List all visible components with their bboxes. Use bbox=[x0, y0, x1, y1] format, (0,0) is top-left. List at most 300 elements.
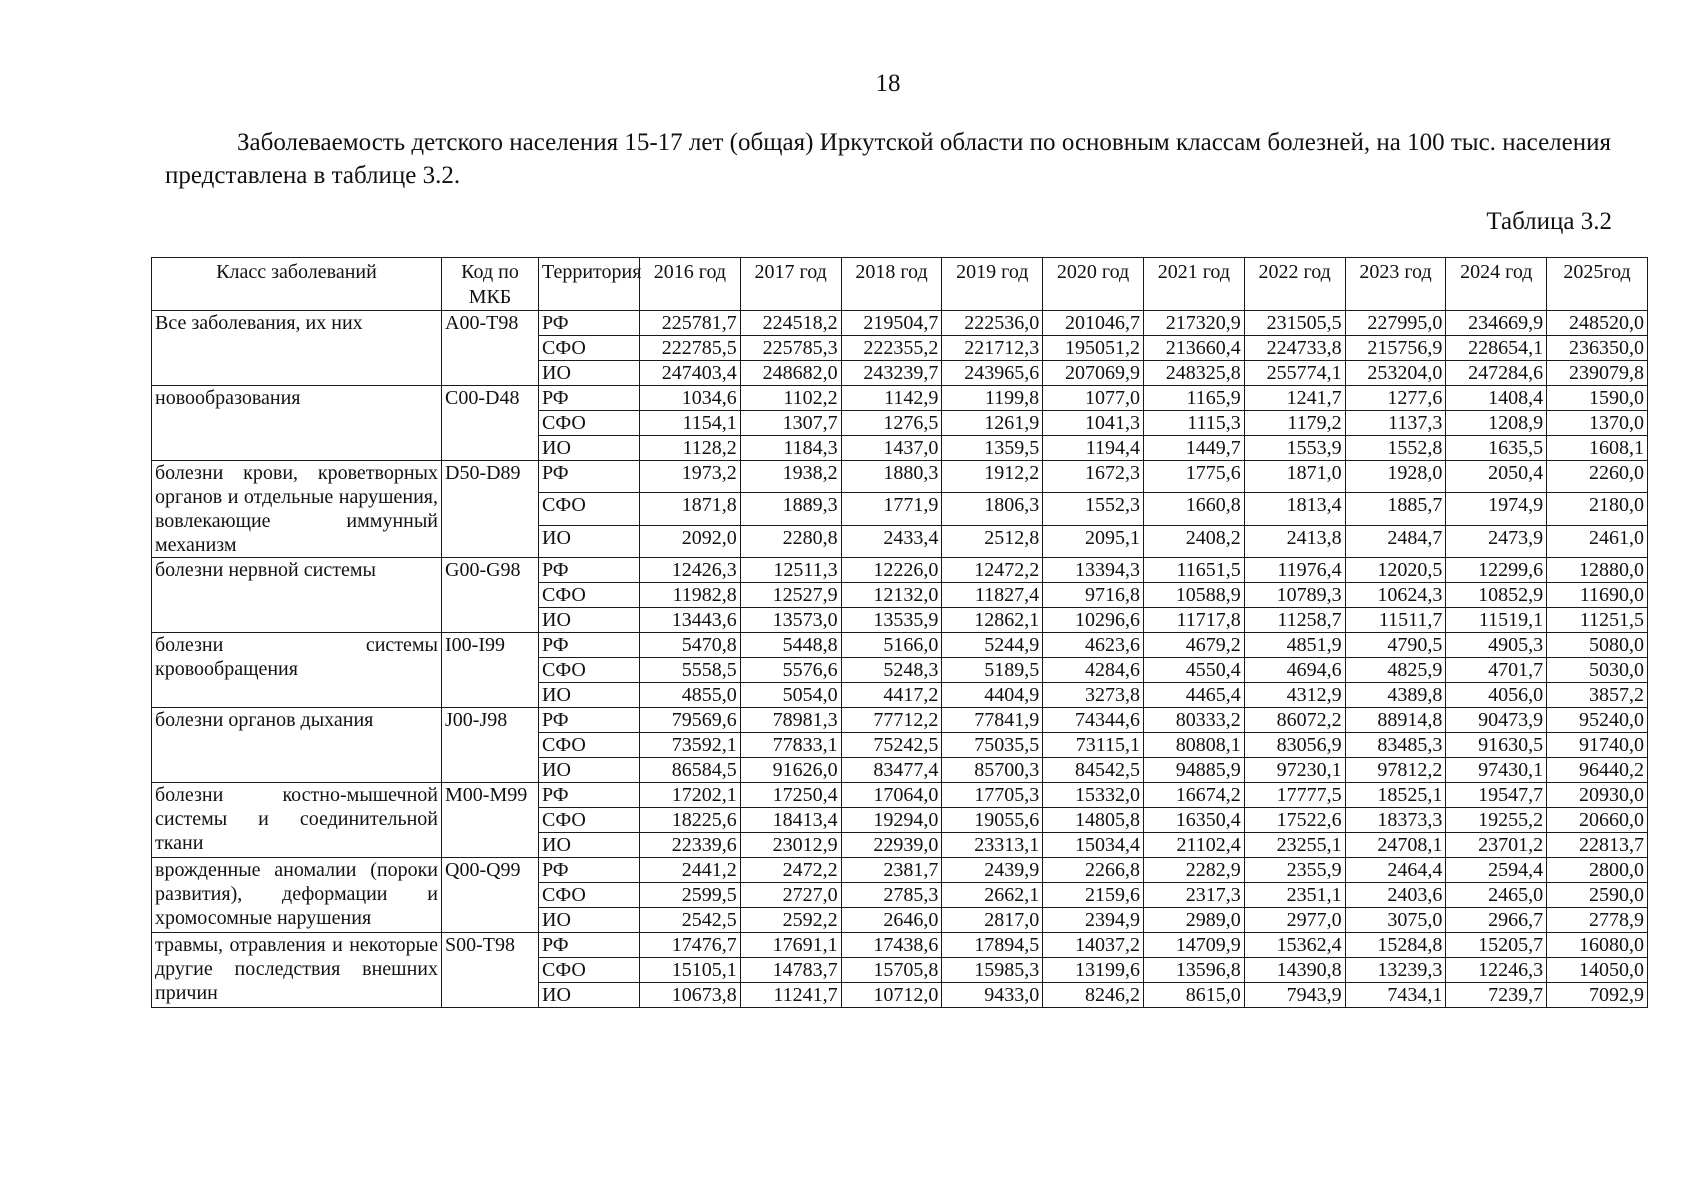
value-cell: 1408,4 bbox=[1446, 386, 1547, 411]
value-cell: 225785,3 bbox=[740, 336, 841, 361]
disease-class-cell: болезни костно-мышечной системы и соединительной ткани bbox=[152, 783, 442, 858]
value-cell: 10673,8 bbox=[640, 983, 741, 1008]
value-cell: 5080,0 bbox=[1547, 633, 1648, 658]
value-cell: 5244,9 bbox=[942, 633, 1043, 658]
value-cell: 1194,4 bbox=[1043, 436, 1144, 461]
table-row bbox=[152, 858, 1648, 883]
value-cell: 17476,7 bbox=[640, 933, 741, 958]
value-cell: 207069,9 bbox=[1043, 361, 1144, 386]
territory-cell: ИО bbox=[539, 683, 640, 708]
value-cell: 83056,9 bbox=[1244, 733, 1345, 758]
value-cell: 5166,0 bbox=[841, 633, 942, 658]
territory-cell: ИО bbox=[539, 525, 640, 557]
value-cell: 15705,8 bbox=[841, 958, 942, 983]
value-cell: 2800,0 bbox=[1547, 858, 1648, 883]
territory-cell: СФО bbox=[539, 958, 640, 983]
value-cell: 1077,0 bbox=[1043, 386, 1144, 411]
value-cell: 11251,5 bbox=[1547, 608, 1648, 633]
value-cell: 195051,2 bbox=[1043, 336, 1144, 361]
value-cell: 228654,1 bbox=[1446, 336, 1547, 361]
value-cell: 90473,9 bbox=[1446, 708, 1547, 733]
value-cell: 17777,5 bbox=[1244, 783, 1345, 808]
value-cell: 2355,9 bbox=[1244, 858, 1345, 883]
value-cell: 1813,4 bbox=[1244, 493, 1345, 525]
value-cell: 80808,1 bbox=[1143, 733, 1244, 758]
value-cell: 22813,7 bbox=[1547, 833, 1648, 858]
territory-cell: СФО bbox=[539, 808, 640, 833]
value-cell: 2282,9 bbox=[1143, 858, 1244, 883]
disease-class-cell: Все заболевания, их них bbox=[152, 311, 442, 386]
value-cell: 5030,0 bbox=[1547, 658, 1648, 683]
value-cell: 4701,7 bbox=[1446, 658, 1547, 683]
value-cell: 10789,3 bbox=[1244, 583, 1345, 608]
value-cell: 213660,4 bbox=[1143, 336, 1244, 361]
value-cell: 94885,9 bbox=[1143, 758, 1244, 783]
value-cell: 17202,1 bbox=[640, 783, 741, 808]
value-cell: 2989,0 bbox=[1143, 908, 1244, 933]
value-cell: 2413,8 bbox=[1244, 525, 1345, 557]
value-cell: 16674,2 bbox=[1143, 783, 1244, 808]
value-cell: 1672,3 bbox=[1043, 461, 1144, 493]
value-cell: 2394,9 bbox=[1043, 908, 1144, 933]
header-class: Класс заболеваний bbox=[152, 258, 442, 311]
value-cell: 2317,3 bbox=[1143, 883, 1244, 908]
disease-class-cell: болезни крови, кроветворных органов и отдельные нарушения, вовлекающие иммунный механизм bbox=[152, 461, 442, 558]
value-cell: 83477,4 bbox=[841, 758, 942, 783]
value-cell: 73592,1 bbox=[640, 733, 741, 758]
value-cell: 1871,0 bbox=[1244, 461, 1345, 493]
value-cell: 1806,3 bbox=[942, 493, 1043, 525]
value-cell: 224518,2 bbox=[740, 311, 841, 336]
value-cell: 15205,7 bbox=[1446, 933, 1547, 958]
territory-cell: РФ bbox=[539, 386, 640, 411]
value-cell: 1880,3 bbox=[841, 461, 942, 493]
value-cell: 13535,9 bbox=[841, 608, 942, 633]
value-cell: 2260,0 bbox=[1547, 461, 1648, 493]
value-cell: 2403,6 bbox=[1345, 883, 1446, 908]
value-cell: 13596,8 bbox=[1143, 958, 1244, 983]
value-cell: 2351,1 bbox=[1244, 883, 1345, 908]
header-year: 2020 год bbox=[1043, 258, 1144, 311]
value-cell: 4855,0 bbox=[640, 683, 741, 708]
value-cell: 2966,7 bbox=[1446, 908, 1547, 933]
value-cell: 1199,8 bbox=[942, 386, 1043, 411]
value-cell: 1973,2 bbox=[640, 461, 741, 493]
value-cell: 1370,0 bbox=[1547, 411, 1648, 436]
value-cell: 1179,2 bbox=[1244, 411, 1345, 436]
value-cell: 5470,8 bbox=[640, 633, 741, 658]
value-cell: 2159,6 bbox=[1043, 883, 1144, 908]
value-cell: 77841,9 bbox=[942, 708, 1043, 733]
value-cell: 1871,8 bbox=[640, 493, 741, 525]
territory-cell: СФО bbox=[539, 658, 640, 683]
territory-cell: РФ bbox=[539, 783, 640, 808]
value-cell: 11258,7 bbox=[1244, 608, 1345, 633]
value-cell: 18225,6 bbox=[640, 808, 741, 833]
value-cell: 1241,7 bbox=[1244, 386, 1345, 411]
value-cell: 14805,8 bbox=[1043, 808, 1144, 833]
value-cell: 5558,5 bbox=[640, 658, 741, 683]
value-cell: 73115,1 bbox=[1043, 733, 1144, 758]
value-cell: 222355,2 bbox=[841, 336, 942, 361]
value-cell: 2592,2 bbox=[740, 908, 841, 933]
value-cell: 10624,3 bbox=[1345, 583, 1446, 608]
value-cell: 248682,0 bbox=[740, 361, 841, 386]
value-cell: 3075,0 bbox=[1345, 908, 1446, 933]
value-cell: 1938,2 bbox=[740, 461, 841, 493]
value-cell: 231505,5 bbox=[1244, 311, 1345, 336]
value-cell: 4417,2 bbox=[841, 683, 942, 708]
value-cell: 2439,9 bbox=[942, 858, 1043, 883]
value-cell: 3857,2 bbox=[1547, 683, 1648, 708]
header-territory: Территория bbox=[539, 258, 640, 311]
value-cell: 77833,1 bbox=[740, 733, 841, 758]
value-cell: 5248,3 bbox=[841, 658, 942, 683]
territory-cell: ИО bbox=[539, 983, 640, 1008]
value-cell: 15362,4 bbox=[1244, 933, 1345, 958]
icd-code-cell: D50-D89 bbox=[442, 461, 539, 558]
header-year: 2023 год bbox=[1345, 258, 1446, 311]
value-cell: 5054,0 bbox=[740, 683, 841, 708]
value-cell: 1154,1 bbox=[640, 411, 741, 436]
value-cell: 11976,4 bbox=[1244, 558, 1345, 583]
value-cell: 86584,5 bbox=[640, 758, 741, 783]
value-cell: 1115,3 bbox=[1143, 411, 1244, 436]
value-cell: 215756,9 bbox=[1345, 336, 1446, 361]
value-cell: 2977,0 bbox=[1244, 908, 1345, 933]
value-cell: 1034,6 bbox=[640, 386, 741, 411]
value-cell: 23701,2 bbox=[1446, 833, 1547, 858]
value-cell: 224733,8 bbox=[1244, 336, 1345, 361]
value-cell: 9433,0 bbox=[942, 983, 1043, 1008]
value-cell: 18373,3 bbox=[1345, 808, 1446, 833]
value-cell: 2465,0 bbox=[1446, 883, 1547, 908]
value-cell: 91740,0 bbox=[1547, 733, 1648, 758]
territory-cell: ИО bbox=[539, 608, 640, 633]
value-cell: 14390,8 bbox=[1244, 958, 1345, 983]
value-cell: 12511,3 bbox=[740, 558, 841, 583]
value-cell: 19055,6 bbox=[942, 808, 1043, 833]
value-cell: 16350,4 bbox=[1143, 808, 1244, 833]
value-cell: 4284,6 bbox=[1043, 658, 1144, 683]
value-cell: 1307,7 bbox=[740, 411, 841, 436]
value-cell: 10712,0 bbox=[841, 983, 942, 1008]
value-cell: 11511,7 bbox=[1345, 608, 1446, 633]
value-cell: 4312,9 bbox=[1244, 683, 1345, 708]
value-cell: 7943,9 bbox=[1244, 983, 1345, 1008]
header-year: 2016 год bbox=[640, 258, 741, 311]
value-cell: 12299,6 bbox=[1446, 558, 1547, 583]
value-cell: 91630,5 bbox=[1446, 733, 1547, 758]
header-year: 2019 год bbox=[942, 258, 1043, 311]
value-cell: 75242,5 bbox=[841, 733, 942, 758]
value-cell: 247403,4 bbox=[640, 361, 741, 386]
icd-code-cell: I00-I99 bbox=[442, 633, 539, 708]
value-cell: 1974,9 bbox=[1446, 493, 1547, 525]
territory-cell: РФ bbox=[539, 858, 640, 883]
value-cell: 4790,5 bbox=[1345, 633, 1446, 658]
value-cell: 17705,3 bbox=[942, 783, 1043, 808]
value-cell: 11241,7 bbox=[740, 983, 841, 1008]
value-cell: 12226,0 bbox=[841, 558, 942, 583]
value-cell: 11651,5 bbox=[1143, 558, 1244, 583]
value-cell: 1276,5 bbox=[841, 411, 942, 436]
value-cell: 77712,2 bbox=[841, 708, 942, 733]
table-row bbox=[152, 311, 1648, 336]
icd-code-cell: J00-J98 bbox=[442, 708, 539, 783]
value-cell: 222785,5 bbox=[640, 336, 741, 361]
value-cell: 19294,0 bbox=[841, 808, 942, 833]
value-cell: 14783,7 bbox=[740, 958, 841, 983]
value-cell: 2266,8 bbox=[1043, 858, 1144, 883]
icd-code-cell: C00-D48 bbox=[442, 386, 539, 461]
value-cell: 2473,9 bbox=[1446, 525, 1547, 557]
value-cell: 13573,0 bbox=[740, 608, 841, 633]
value-cell: 1137,3 bbox=[1345, 411, 1446, 436]
value-cell: 97812,2 bbox=[1345, 758, 1446, 783]
territory-cell: ИО bbox=[539, 361, 640, 386]
territory-cell: ИО bbox=[539, 758, 640, 783]
value-cell: 4056,0 bbox=[1446, 683, 1547, 708]
value-cell: 1437,0 bbox=[841, 436, 942, 461]
value-cell: 2662,1 bbox=[942, 883, 1043, 908]
value-cell: 239079,8 bbox=[1547, 361, 1648, 386]
table-caption: Таблица 3.2 bbox=[1486, 208, 1612, 235]
value-cell: 86072,2 bbox=[1244, 708, 1345, 733]
value-cell: 14050,0 bbox=[1547, 958, 1648, 983]
value-cell: 1635,5 bbox=[1446, 436, 1547, 461]
value-cell: 10588,9 bbox=[1143, 583, 1244, 608]
value-cell: 2472,2 bbox=[740, 858, 841, 883]
value-cell: 19547,7 bbox=[1446, 783, 1547, 808]
value-cell: 243239,7 bbox=[841, 361, 942, 386]
value-cell: 80333,2 bbox=[1143, 708, 1244, 733]
value-cell: 14037,2 bbox=[1043, 933, 1144, 958]
value-cell: 23255,1 bbox=[1244, 833, 1345, 858]
value-cell: 13394,3 bbox=[1043, 558, 1144, 583]
value-cell: 15034,4 bbox=[1043, 833, 1144, 858]
value-cell: 15284,8 bbox=[1345, 933, 1446, 958]
value-cell: 1102,2 bbox=[740, 386, 841, 411]
value-cell: 7434,1 bbox=[1345, 983, 1446, 1008]
value-cell: 17894,5 bbox=[942, 933, 1043, 958]
value-cell: 2464,4 bbox=[1345, 858, 1446, 883]
territory-cell: ИО bbox=[539, 436, 640, 461]
icd-code-cell: G00-G98 bbox=[442, 558, 539, 633]
territory-cell: РФ bbox=[539, 558, 640, 583]
value-cell: 4623,6 bbox=[1043, 633, 1144, 658]
disease-class-cell: новообразования bbox=[152, 386, 442, 461]
value-cell: 253204,0 bbox=[1345, 361, 1446, 386]
page-number: 18 bbox=[875, 70, 901, 97]
value-cell: 2050,4 bbox=[1446, 461, 1547, 493]
value-cell: 79569,6 bbox=[640, 708, 741, 733]
value-cell: 1928,0 bbox=[1345, 461, 1446, 493]
value-cell: 1449,7 bbox=[1143, 436, 1244, 461]
header-year: 2025год bbox=[1547, 258, 1648, 311]
value-cell: 85700,3 bbox=[942, 758, 1043, 783]
value-cell: 2599,5 bbox=[640, 883, 741, 908]
header-year: 2018 год bbox=[841, 258, 942, 311]
value-cell: 91626,0 bbox=[740, 758, 841, 783]
value-cell: 12132,0 bbox=[841, 583, 942, 608]
value-cell: 1775,6 bbox=[1143, 461, 1244, 493]
value-cell: 222536,0 bbox=[942, 311, 1043, 336]
header-year: 2021 год bbox=[1143, 258, 1244, 311]
value-cell: 1261,9 bbox=[942, 411, 1043, 436]
value-cell: 96440,2 bbox=[1547, 758, 1648, 783]
value-cell: 88914,8 bbox=[1345, 708, 1446, 733]
territory-cell: РФ bbox=[539, 461, 640, 493]
value-cell: 234669,9 bbox=[1446, 311, 1547, 336]
value-cell: 22939,0 bbox=[841, 833, 942, 858]
table-row bbox=[152, 633, 1648, 658]
value-cell: 255774,1 bbox=[1244, 361, 1345, 386]
territory-cell: СФО bbox=[539, 411, 640, 436]
intro-paragraph: Заболеваемость детского населения 15-17 лет (общая) Иркутской области по основным классам болезней, на 100 тыс. населения представлена в таблице 3.2. bbox=[165, 129, 1611, 189]
value-cell: 1128,2 bbox=[640, 436, 741, 461]
value-cell: 7239,7 bbox=[1446, 983, 1547, 1008]
value-cell: 9716,8 bbox=[1043, 583, 1144, 608]
table-header-row bbox=[152, 258, 1648, 311]
value-cell: 95240,0 bbox=[1547, 708, 1648, 733]
value-cell: 7092,9 bbox=[1547, 983, 1648, 1008]
value-cell: 1885,7 bbox=[1345, 493, 1446, 525]
header-year: 2017 год bbox=[740, 258, 841, 311]
value-cell: 4905,3 bbox=[1446, 633, 1547, 658]
value-cell: 201046,7 bbox=[1043, 311, 1144, 336]
value-cell: 18525,1 bbox=[1345, 783, 1446, 808]
disease-class-cell: травмы, отравления и некоторые другие последствия внешних причин bbox=[152, 933, 442, 1008]
value-cell: 20930,0 bbox=[1547, 783, 1648, 808]
table-row bbox=[152, 933, 1648, 958]
value-cell: 5576,6 bbox=[740, 658, 841, 683]
value-cell: 15105,1 bbox=[640, 958, 741, 983]
value-cell: 227995,0 bbox=[1345, 311, 1446, 336]
value-cell: 4404,9 bbox=[942, 683, 1043, 708]
value-cell: 243965,6 bbox=[942, 361, 1043, 386]
value-cell: 2817,0 bbox=[942, 908, 1043, 933]
value-cell: 12472,2 bbox=[942, 558, 1043, 583]
value-cell: 1608,1 bbox=[1547, 436, 1648, 461]
value-cell: 4550,4 bbox=[1143, 658, 1244, 683]
value-cell: 12862,1 bbox=[942, 608, 1043, 633]
value-cell: 97230,1 bbox=[1244, 758, 1345, 783]
value-cell: 14709,9 bbox=[1143, 933, 1244, 958]
value-cell: 11717,8 bbox=[1143, 608, 1244, 633]
territory-cell: СФО bbox=[539, 336, 640, 361]
value-cell: 2512,8 bbox=[942, 525, 1043, 557]
value-cell: 17522,6 bbox=[1244, 808, 1345, 833]
icd-code-cell: S00-T98 bbox=[442, 933, 539, 1008]
value-cell: 22339,6 bbox=[640, 833, 741, 858]
value-cell: 219504,7 bbox=[841, 311, 942, 336]
value-cell: 3273,8 bbox=[1043, 683, 1144, 708]
value-cell: 18413,4 bbox=[740, 808, 841, 833]
value-cell: 221712,3 bbox=[942, 336, 1043, 361]
value-cell: 4694,6 bbox=[1244, 658, 1345, 683]
value-cell: 1552,8 bbox=[1345, 436, 1446, 461]
disease-class-cell: болезни органов дыхания bbox=[152, 708, 442, 783]
territory-cell: СФО bbox=[539, 583, 640, 608]
value-cell: 16080,0 bbox=[1547, 933, 1648, 958]
value-cell: 2646,0 bbox=[841, 908, 942, 933]
value-cell: 2461,0 bbox=[1547, 525, 1648, 557]
territory-cell: СФО bbox=[539, 883, 640, 908]
value-cell: 21102,4 bbox=[1143, 833, 1244, 858]
table-row bbox=[152, 386, 1648, 411]
icd-code-cell: M00-M99 bbox=[442, 783, 539, 858]
value-cell: 23012,9 bbox=[740, 833, 841, 858]
value-cell: 1184,3 bbox=[740, 436, 841, 461]
value-cell: 5448,8 bbox=[740, 633, 841, 658]
value-cell: 1590,0 bbox=[1547, 386, 1648, 411]
value-cell: 2092,0 bbox=[640, 525, 741, 557]
value-cell: 12246,3 bbox=[1446, 958, 1547, 983]
value-cell: 24708,1 bbox=[1345, 833, 1446, 858]
territory-cell: ИО bbox=[539, 833, 640, 858]
value-cell: 78981,3 bbox=[740, 708, 841, 733]
territory-cell: СФО bbox=[539, 493, 640, 525]
value-cell: 1771,9 bbox=[841, 493, 942, 525]
value-cell: 2484,7 bbox=[1345, 525, 1446, 557]
value-cell: 2408,2 bbox=[1143, 525, 1244, 557]
value-cell: 2785,3 bbox=[841, 883, 942, 908]
disease-class-cell: болезни нервной системы bbox=[152, 558, 442, 633]
value-cell: 1912,2 bbox=[942, 461, 1043, 493]
territory-cell: РФ bbox=[539, 933, 640, 958]
value-cell: 13199,6 bbox=[1043, 958, 1144, 983]
table-row bbox=[152, 783, 1648, 808]
value-cell: 2441,2 bbox=[640, 858, 741, 883]
value-cell: 12527,9 bbox=[740, 583, 841, 608]
header-year: 2022 год bbox=[1244, 258, 1345, 311]
value-cell: 11982,8 bbox=[640, 583, 741, 608]
value-cell: 17250,4 bbox=[740, 783, 841, 808]
icd-code-cell: A00-T98 bbox=[442, 311, 539, 386]
table-row bbox=[152, 558, 1648, 583]
value-cell: 17438,6 bbox=[841, 933, 942, 958]
disease-class-cell: врожденные аномалии (пороки развития), деформации и хромосомные нарушения bbox=[152, 858, 442, 933]
value-cell: 74344,6 bbox=[1043, 708, 1144, 733]
value-cell: 2280,8 bbox=[740, 525, 841, 557]
value-cell: 10296,6 bbox=[1043, 608, 1144, 633]
header-code: Код по МКБ bbox=[442, 258, 539, 311]
value-cell: 2778,9 bbox=[1547, 908, 1648, 933]
table-row bbox=[152, 708, 1648, 733]
value-cell: 1165,9 bbox=[1143, 386, 1244, 411]
value-cell: 4679,2 bbox=[1143, 633, 1244, 658]
value-cell: 1041,3 bbox=[1043, 411, 1144, 436]
morbidity-table bbox=[151, 257, 1648, 1008]
value-cell: 12426,3 bbox=[640, 558, 741, 583]
territory-cell: РФ bbox=[539, 708, 640, 733]
value-cell: 225781,7 bbox=[640, 311, 741, 336]
value-cell: 4825,9 bbox=[1345, 658, 1446, 683]
territory-cell: РФ bbox=[539, 633, 640, 658]
table-body bbox=[152, 311, 1648, 1008]
value-cell: 2381,7 bbox=[841, 858, 942, 883]
value-cell: 83485,3 bbox=[1345, 733, 1446, 758]
value-cell: 2727,0 bbox=[740, 883, 841, 908]
value-cell: 236350,0 bbox=[1547, 336, 1648, 361]
value-cell: 2594,4 bbox=[1446, 858, 1547, 883]
value-cell: 11519,1 bbox=[1446, 608, 1547, 633]
value-cell: 1142,9 bbox=[841, 386, 942, 411]
value-cell: 23313,1 bbox=[942, 833, 1043, 858]
value-cell: 8246,2 bbox=[1043, 983, 1144, 1008]
value-cell: 248520,0 bbox=[1547, 311, 1648, 336]
